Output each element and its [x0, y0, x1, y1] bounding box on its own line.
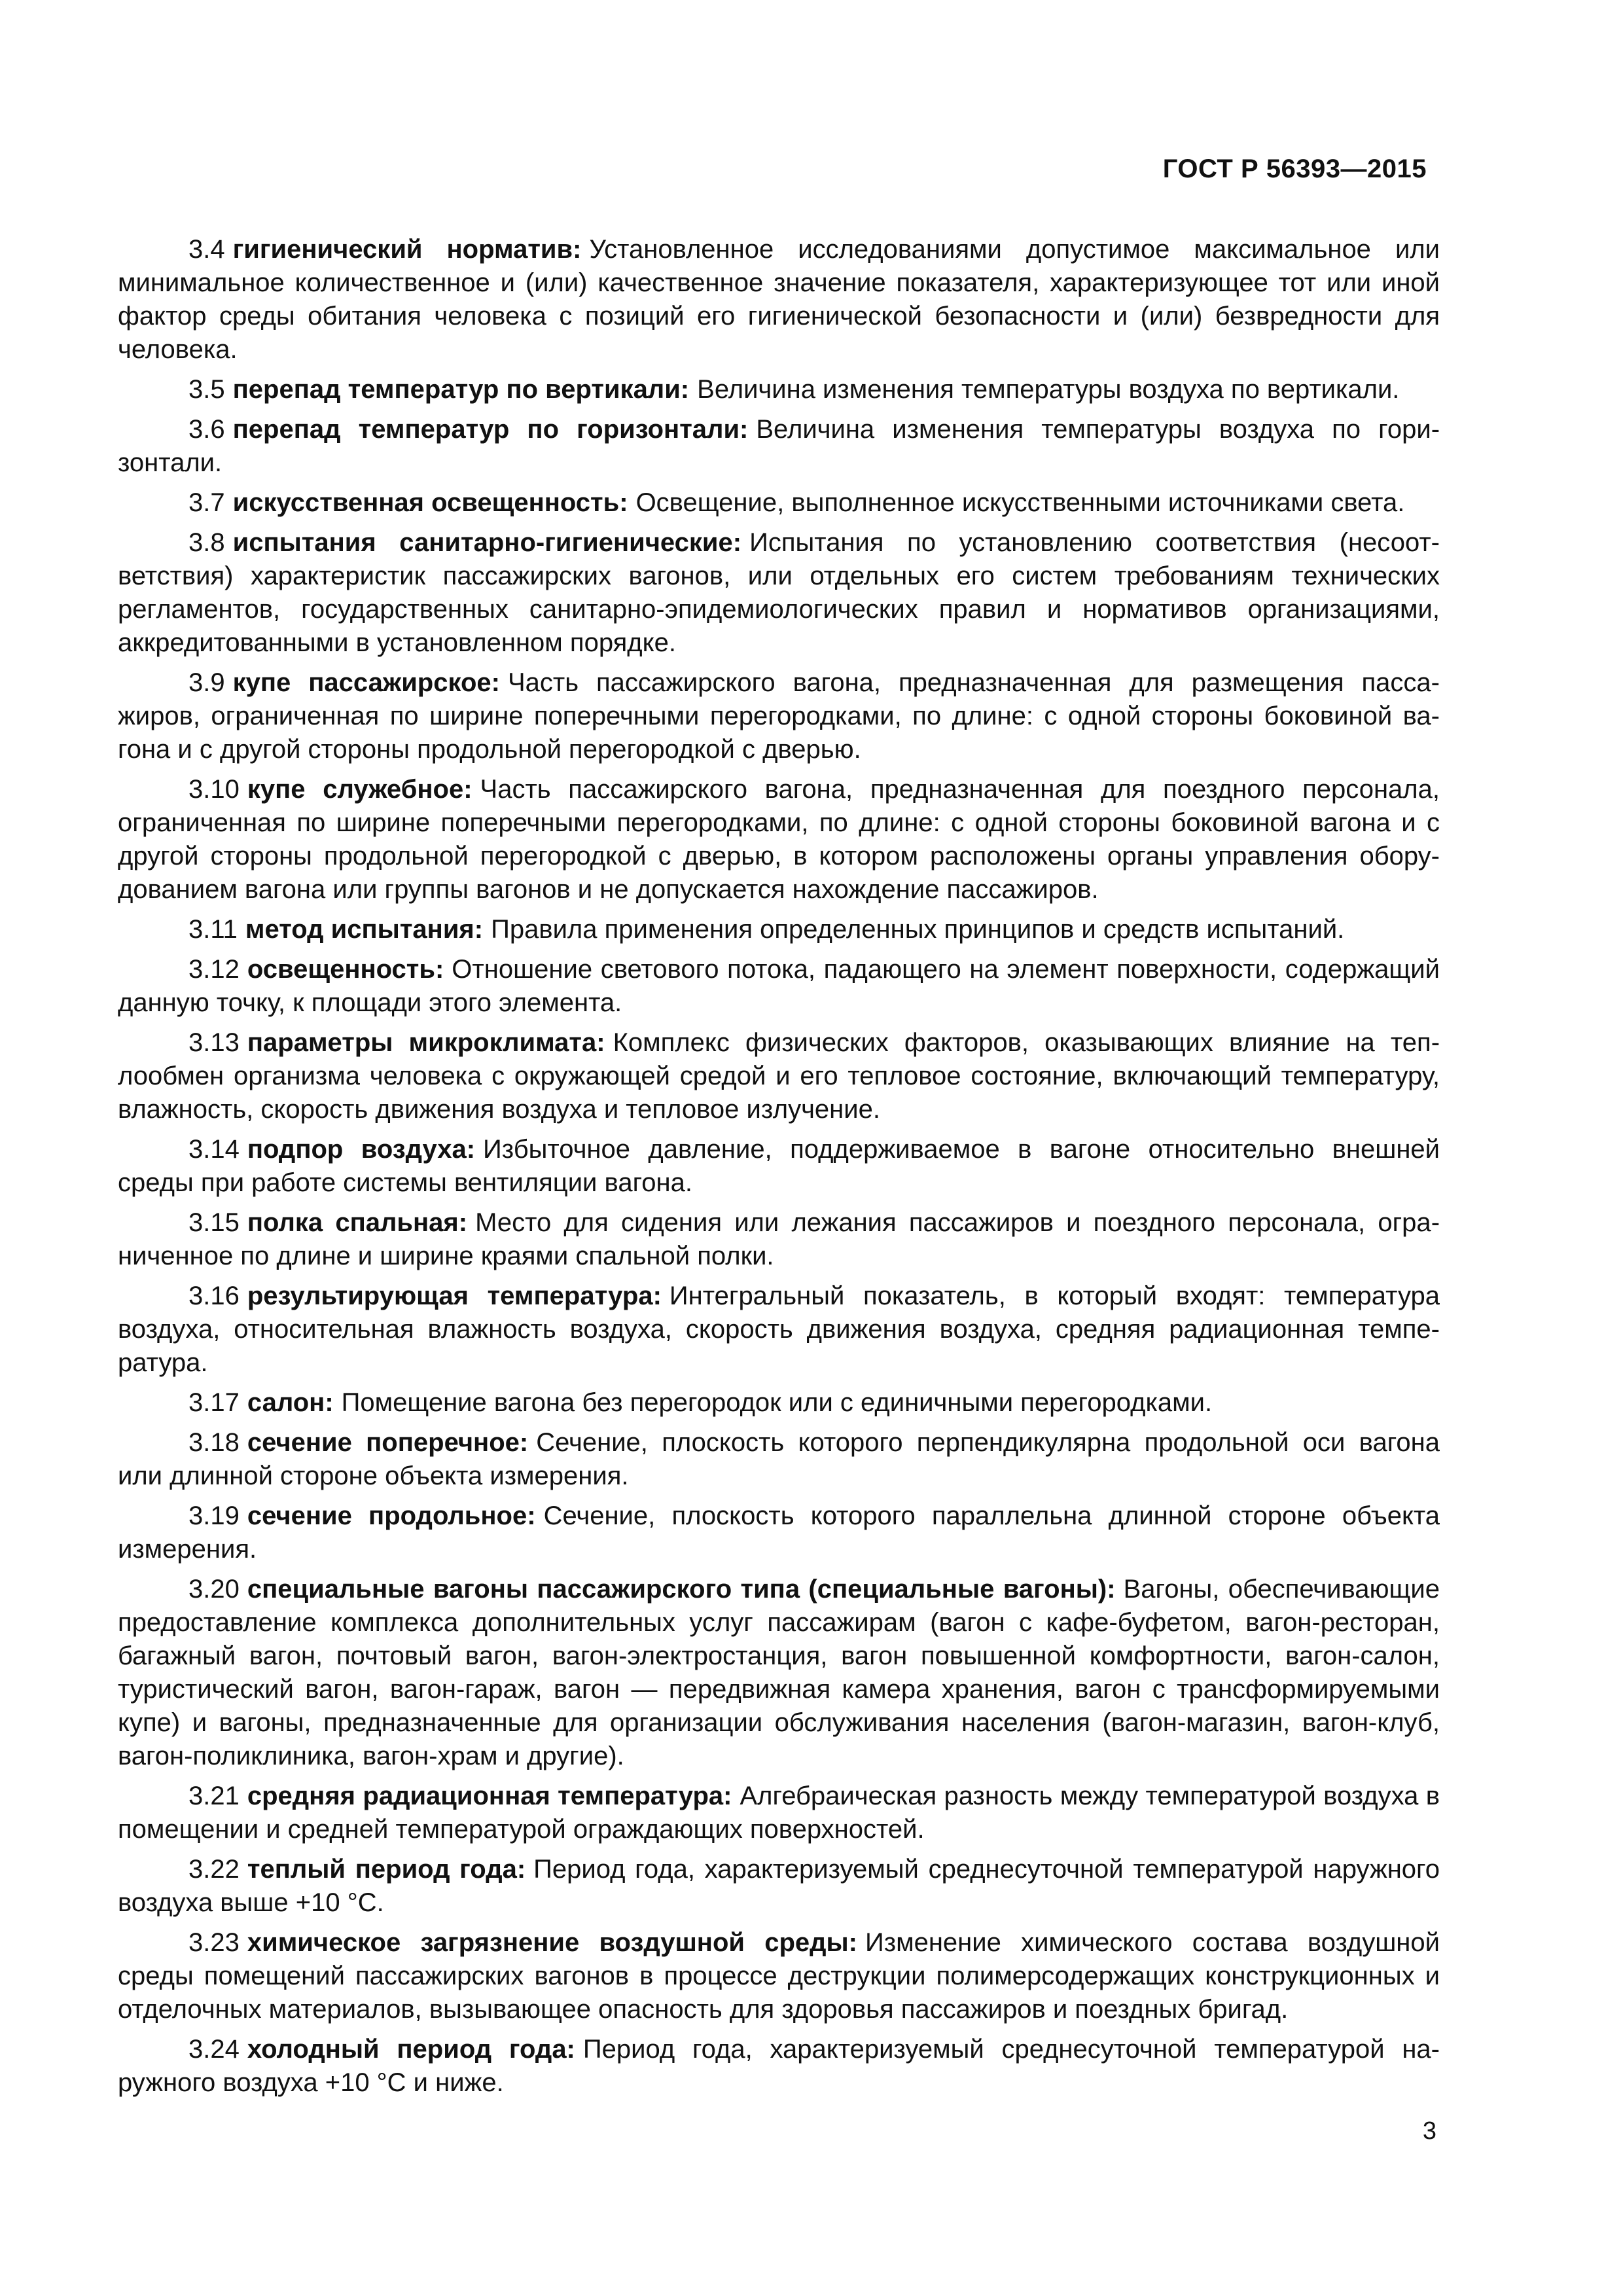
- term-entry-3-16: [118, 1280, 1440, 1380]
- term-number: 3.17: [188, 1388, 240, 1417]
- term-number: 3.19: [188, 1501, 240, 1530]
- term-definition: Правила применения определенных принципов и средств испытаний.: [491, 915, 1345, 944]
- term-entry-3-15: [118, 1206, 1440, 1273]
- term-definition: Сечение, плоскость которого перпендикулярна продольной оси вагона или длинной стороне объекта измерения.: [118, 1428, 1440, 1490]
- term-number: 3.5: [188, 375, 225, 404]
- term-entry-3-10: [118, 773, 1440, 906]
- term-title: купе служебное:: [247, 775, 473, 804]
- term-entry-3-18: [118, 1426, 1440, 1493]
- term-number: 3.8: [188, 528, 225, 557]
- term-number: 3.9: [188, 668, 225, 697]
- term-definition: Период года, характеризуемый среднесуточной температурой наружного воздуха выше +10 °С.: [118, 1855, 1440, 1917]
- term-entry-3-4: [118, 233, 1440, 367]
- term-title: полка спальная:: [247, 1208, 468, 1237]
- term-title: перепад температур по вертикали:: [232, 375, 690, 404]
- term-number: 3.4: [188, 235, 225, 264]
- term-definition: Изменение химического состава воздушной среды помещений пассажирских вагонов в процессе деструкции полимерсодержащих конструкционных и отделочных материалов, вызывающее опасность для здоровья пассажиров и поездных бригад.: [118, 1928, 1440, 2024]
- term-definition: Комплекс физических факторов, оказывающих влияние на теплообмен организма человека с окружающей средой и его тепловое состояние, включающий температуру, влажность, скорость движения воздуха и тепловое излучение.: [118, 1028, 1440, 1124]
- term-entry-3-9: [118, 666, 1440, 766]
- term-definition: Испытания по установлению соответствия (несоответствия) характеристик пассажирских вагонов, или отдельных его систем требованиям технических регламентов, государственных санитарно-эпидемиологических правил и нормативов организациями, аккредитованными в установленном порядке.: [118, 528, 1440, 657]
- term-title: освещенность:: [247, 955, 444, 984]
- term-title: сечение поперечное:: [247, 1428, 529, 1457]
- term-number: 3.10: [188, 775, 240, 804]
- term-definition: Освещение, выполненное искусственными источниками света.: [635, 488, 1405, 517]
- term-title: гигиенический норматив:: [232, 235, 582, 264]
- term-number: 3.24: [188, 2035, 240, 2064]
- document-header: ГОСТ Р 56393—2015: [1162, 154, 1427, 183]
- term-definition: Место для сидения или лежания пассажиров и поездного персонала, ограниченное по длине и ширине краями спальной полки.: [118, 1208, 1440, 1270]
- term-number: 3.20: [188, 1575, 240, 1604]
- term-number: 3.23: [188, 1928, 240, 1957]
- terms-list: [118, 233, 1440, 2106]
- term-number: 3.16: [188, 1282, 240, 1310]
- term-entry-3-22: [118, 1853, 1440, 1920]
- term-number: 3.15: [188, 1208, 240, 1237]
- term-definition: Величина изменения температуры воздуха по вертикали.: [697, 375, 1400, 404]
- term-title: метод испытания:: [245, 915, 484, 944]
- term-title: сечение продольное:: [247, 1501, 536, 1530]
- term-number: 3.6: [188, 415, 225, 444]
- term-definition: Избыточное давление, поддерживаемое в вагоне относительно внешней среды при работе системы вентиляции вагона.: [118, 1135, 1440, 1197]
- term-title: специальные вагоны пассажирского типа (специальные вагоны):: [247, 1575, 1116, 1604]
- term-title: результирующая температура:: [247, 1282, 662, 1310]
- term-title: перепад температур по горизонтали:: [232, 415, 749, 444]
- term-entry-3-17: [118, 1386, 1440, 1420]
- term-entry-3-24: [118, 2033, 1440, 2100]
- term-entry-3-19: [118, 1499, 1440, 1566]
- term-title: салон:: [247, 1388, 334, 1417]
- term-entry-3-11: [118, 913, 1440, 946]
- term-definition: Часть пассажирского вагона, предназначенная для поездного персонала, ограниченная по ширине поперечными перегородками, по длине: с одной стороны боковиной вагона и с другой стороны продольной перегородкой с дверью, в котором расположены органы управления оборудованием вагона или группы вагонов и не допускается нахождение пассажиров.: [118, 775, 1440, 904]
- term-number: 3.11: [188, 915, 238, 944]
- term-entry-3-13: [118, 1026, 1440, 1126]
- term-definition: Отношение светового потока, падающего на элемент поверхности, содержащий данную точку, к площади этого элемента.: [118, 955, 1440, 1017]
- term-entry-3-7: [118, 486, 1440, 520]
- term-entry-3-8: [118, 526, 1440, 660]
- term-definition: Часть пассажирского вагона, предназначенная для размещения пассажиров, ограниченная по ширине поперечными перегородками, по длине: с одной стороны боковиной вагона и с другой стороны продольной перегородкой с дверью.: [118, 668, 1440, 764]
- term-title: купе пассажирское:: [232, 668, 500, 697]
- term-entry-3-20: [118, 1573, 1440, 1773]
- term-title: средняя радиационная температура:: [247, 1782, 732, 1810]
- term-definition: Величина изменения температуры воздуха по горизонтали.: [118, 415, 1440, 477]
- term-entry-3-23: [118, 1926, 1440, 2026]
- term-entry-3-14: [118, 1133, 1440, 1200]
- term-definition: Помещение вагона без перегородок или с единичными перегородками.: [341, 1388, 1213, 1417]
- term-number: 3.13: [188, 1028, 240, 1057]
- term-number: 3.12: [188, 955, 240, 984]
- term-number: 3.18: [188, 1428, 240, 1457]
- term-title: искусственная освещенность:: [232, 488, 628, 517]
- term-definition: Установленное исследованиями допустимое максимальное или минимальное количественное и (или) качественное значение показателя, характеризующее тот или иной фактор среды обитания человека с позиций его гигиенической безопасности и (или) безвредности для человека.: [118, 235, 1440, 364]
- term-definition: Период года, характеризуемый среднесуточной температурой наружного воздуха +10 °С и ниже.: [118, 2035, 1440, 2097]
- term-entry-3-21: [118, 1780, 1440, 1846]
- term-definition: Интегральный показатель, в который входят: температура воздуха, относительная влажность воздуха, скорость движения воздуха, средняя радиационная температура.: [118, 1282, 1440, 1377]
- term-title: параметры микроклимата:: [247, 1028, 605, 1057]
- term-entry-3-6: [118, 413, 1440, 480]
- term-definition: Сечение, плоскость которого параллельна длинной стороне объекта измерения.: [118, 1501, 1440, 1564]
- term-entry-3-5: [118, 373, 1440, 406]
- term-title: химическое загрязнение воздушной среды:: [247, 1928, 857, 1957]
- term-number: 3.21: [188, 1782, 240, 1810]
- term-title: испытания санитарно-гигиенические:: [232, 528, 742, 557]
- term-definition: Алгебраическая разность между температурой воздуха в помещении и средней температурой ограждающих поверхностей.: [118, 1782, 1440, 1844]
- term-title: подпор воздуха:: [247, 1135, 476, 1164]
- term-number: 3.22: [188, 1855, 240, 1884]
- term-number: 3.14: [188, 1135, 240, 1164]
- term-number: 3.7: [188, 488, 225, 517]
- term-definition: Вагоны, обеспечивающие предоставление комплекса дополнительных услуг пассажирам (вагон с кафе-буфетом, вагон-ресторан, багажный вагон, почтовый вагон, вагон-электростанция, вагон повышенной комфортности, вагон-салон, туристический вагон, вагон-гараж, вагон — передвижная камера хранения, вагон с трансформируемыми купе) и вагоны, предназначенные для организации обслуживания населения (вагон-магазин, вагон-клуб, вагон-поликлиника, вагон-храм и другие).: [118, 1575, 1440, 1770]
- term-entry-3-12: [118, 953, 1440, 1020]
- term-title: теплый период года:: [247, 1855, 526, 1884]
- term-title: холодный период года:: [247, 2035, 575, 2064]
- page-number: 3: [1422, 2117, 1436, 2145]
